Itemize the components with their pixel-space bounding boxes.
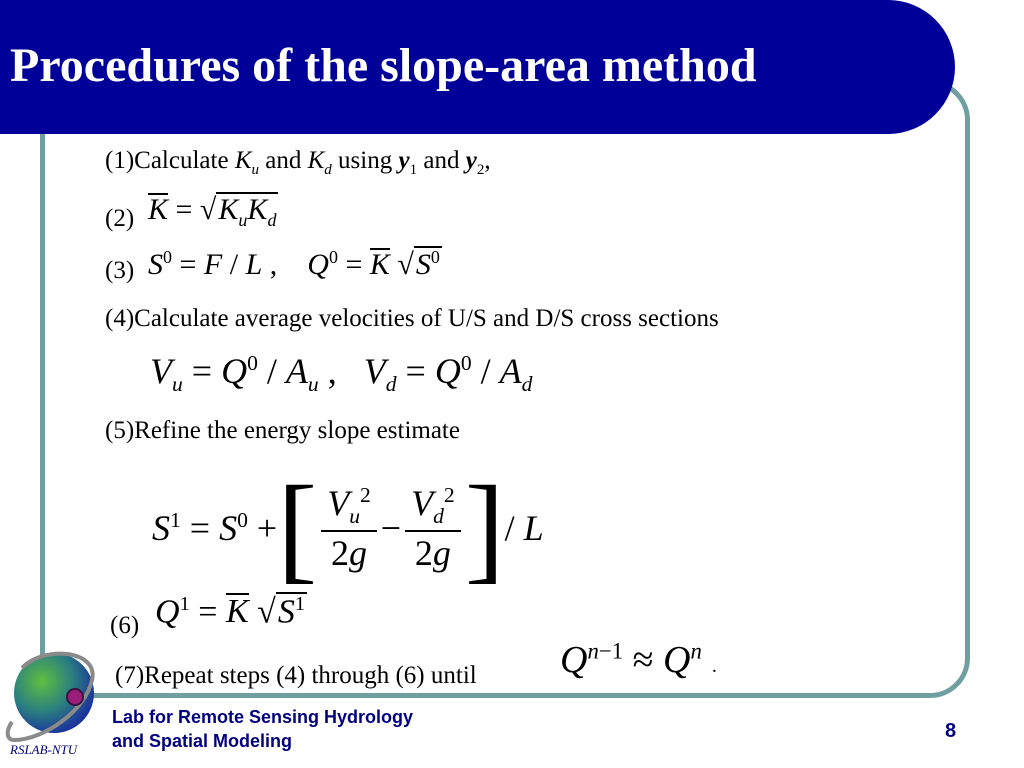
step-4-number: (4)	[105, 305, 135, 332]
slide-title: Procedures of the slope-area method	[10, 39, 757, 92]
step-6-equation: $Q^1 = K$ $√S^1$	[155, 593, 306, 631]
step-3-equation: $S^0 = F / L$ , $Q^0 = K$ $√S^0$	[148, 247, 440, 281]
step-4	[105, 305, 719, 333]
step-1-text: Calculate	[134, 147, 235, 174]
step-1-and: and	[417, 147, 466, 174]
step-7	[115, 662, 477, 690]
step-2-number: (2)	[105, 205, 135, 232]
step-1-number: (1)	[105, 147, 135, 174]
step-5-text: Refine the energy slope estimate	[134, 417, 460, 444]
step-2-equation: $K = √K_uK_d$	[148, 193, 277, 230]
step-1-using: using	[331, 147, 399, 174]
math-sub-2: 2	[476, 162, 485, 178]
footer-line-2: and Spatial Modeling	[112, 731, 293, 751]
step-3-number: (3)	[105, 257, 135, 284]
math-sub-1: 1	[409, 162, 418, 178]
math-K: K	[234, 147, 252, 174]
step-1	[105, 147, 491, 179]
logo-caption: RSLAB-NTU	[10, 742, 78, 757]
math-K: K	[307, 147, 325, 174]
step-1-comma: ,	[484, 147, 491, 174]
math-sub-d: d	[324, 162, 332, 178]
math-y: y	[398, 147, 410, 174]
step-4-text: Calculate average velocities of U/S and D/S cross sections	[134, 305, 719, 332]
footer-lab-name	[112, 705, 413, 753]
math-sub-u: u	[251, 162, 259, 178]
step-4-equation: $V_u = Q^0 / A_u$ , $V_d = Q^0 / A_d$	[150, 351, 533, 397]
step-1-and: and	[259, 147, 308, 174]
page-number: 8	[945, 720, 957, 742]
step-7-text: Repeat steps (4) through (6) until	[144, 662, 477, 689]
footer-line-1: Lab for Remote Sensing Hydrology	[112, 707, 414, 727]
step-6-number: (6)	[110, 612, 140, 639]
math-y: y	[465, 147, 477, 174]
step-7-equation: $Q^{n-1} \approx Q^n$ .	[560, 638, 717, 681]
step-5	[105, 417, 460, 445]
step-5-number: (5)	[105, 417, 135, 444]
step-7-number: (7)	[115, 662, 145, 689]
step-5-equation: $S^1 = S^0$ +[ $\frac{V_u^2}{2g}$ − $\frac{V_d^2}{2g}$ ]/ L	[152, 461, 544, 594]
